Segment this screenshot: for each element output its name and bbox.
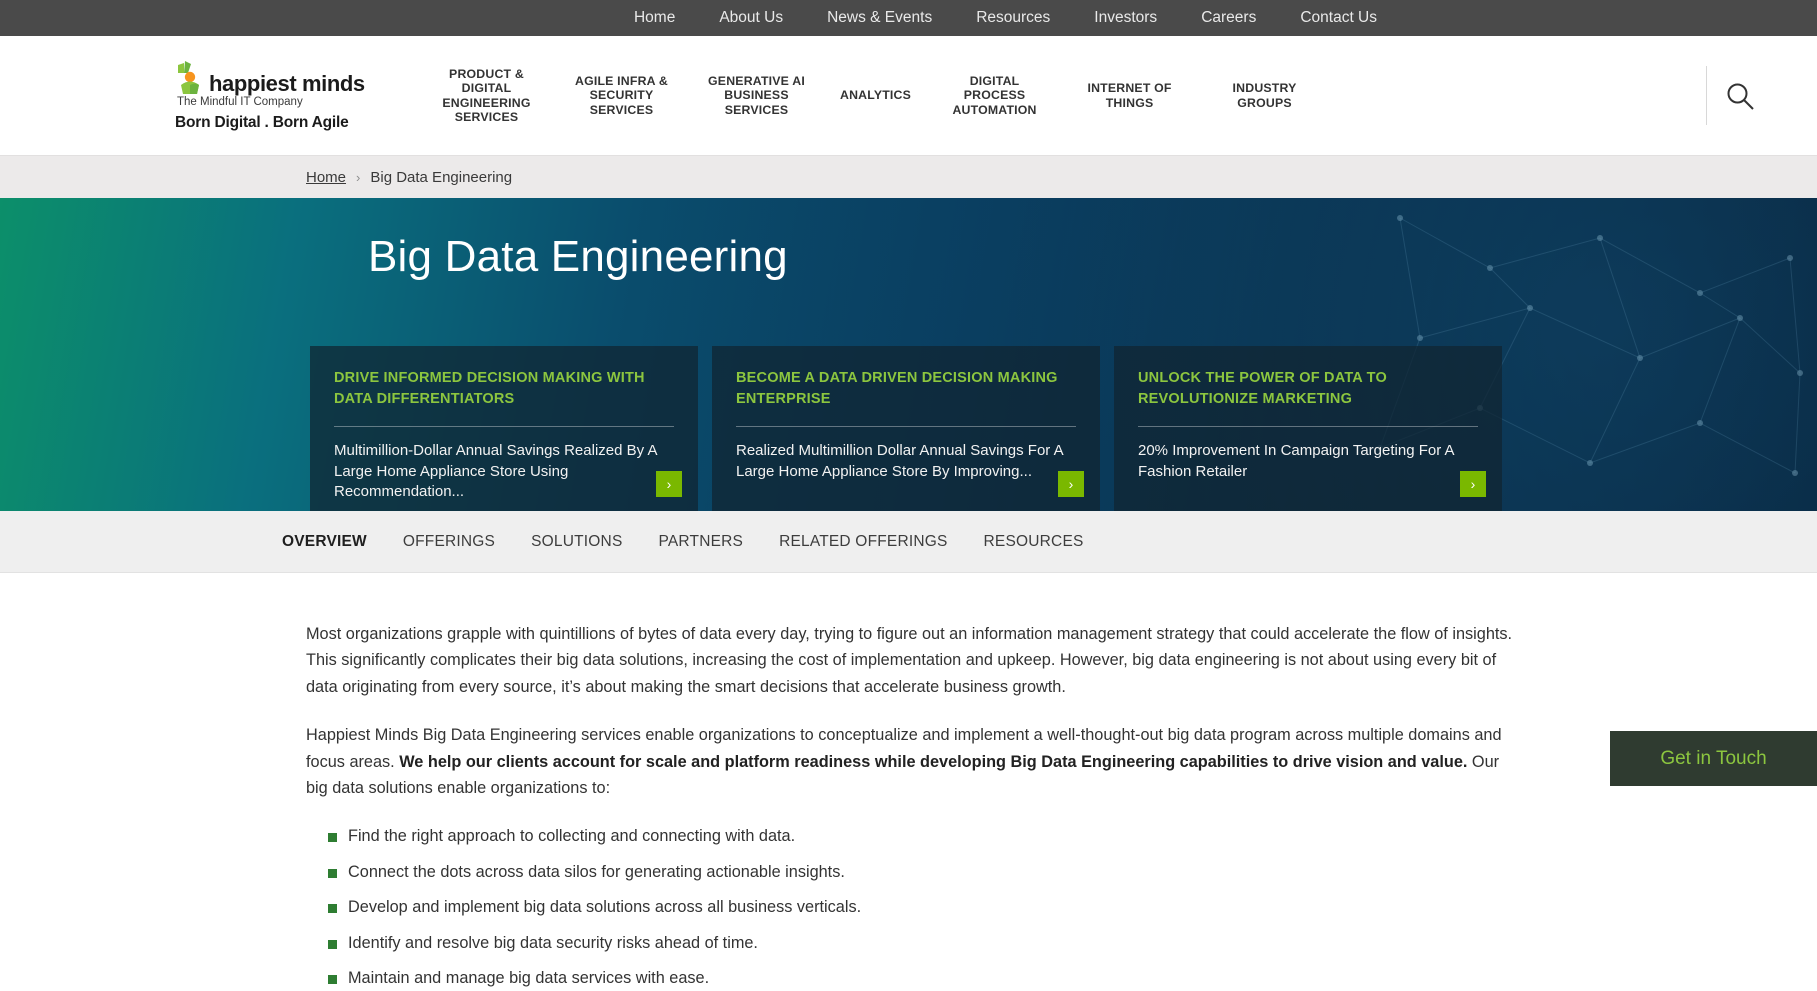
overview-paragraph-1: Most organizations grapple with quintillions of bytes of data every day, trying to figure out an information management strategy that could accelerate the flow of insights. This significantly complicates their big data solutions, increasing the cost of implementation and upkeep. However, big data engineering is not about using every bit of data originating from every source, it’s about making the smart decisions that accelerate business growth. [306,625,1513,696]
utility-link-careers[interactable]: Careers [1201,9,1257,26]
hero-card-arrow-icon[interactable]: › [656,471,682,497]
search-icon[interactable] [1723,79,1757,113]
breadcrumb-separator-icon: › [356,169,361,185]
utility-nav [0,0,1817,36]
nav-item-product-digital-engineering-services[interactable]: PRODUCT & DIGITAL ENGINEERING SERVICES [442,66,531,124]
utility-link-news-events[interactable]: News & Events [827,9,933,26]
hero-card-divider [736,426,1076,427]
list-item: Identify and resolve big data security risks ahead of time. [306,930,1530,956]
tab-overview[interactable]: OVERVIEW [282,532,367,550]
hero-banner [0,198,1817,511]
tab-solutions[interactable]: SOLUTIONS [531,532,623,550]
site-logo[interactable] [175,61,373,131]
hero-card-title: BECOME A DATA DRIVEN DECISION MAKING ENTERPRISE [736,370,1058,408]
overview-content [0,573,1530,991]
logo-wordmark: happiest minds [209,70,365,96]
header-divider [1706,66,1707,125]
hero-card[interactable] [712,346,1100,511]
overview-bullet-list [306,823,1530,991]
hero-card-title: DRIVE INFORMED DECISION MAKING WITH DATA DIFFERENTIATORS [334,370,645,408]
nav-item-industry-groups[interactable]: INDUSTRY GROUPS [1232,81,1297,110]
logo-person-icon [175,61,205,95]
overview-paragraph-2 [306,722,1521,801]
breadcrumb-current: Big Data Engineering [370,168,513,186]
nav-item-generative-ai-business-services[interactable]: GENERATIVE AI BUSINESS SERVICES [708,73,805,117]
list-item: Maintain and manage big data services with ease. [306,965,1530,991]
get-in-touch-button[interactable]: Get in Touch [1610,731,1817,786]
hero-card[interactable] [310,346,698,511]
hero-card-arrow-icon[interactable]: › [1058,471,1084,497]
tab-partners[interactable]: PARTNERS [658,532,744,550]
primary-nav [419,36,1332,155]
nav-item-digital-process-automation[interactable]: DIGITAL PROCESS AUTOMATION [952,73,1037,117]
logo-subtitle: Born Digital . Born Agile [175,114,349,131]
tab-offerings[interactable]: OFFERINGS [402,532,496,550]
utility-link-about-us[interactable]: About Us [719,9,784,26]
nav-item-internet-of-things[interactable]: INTERNET OF THINGS [1087,81,1172,110]
hero-card-text: 20% Improvement In Campaign Targeting For A Fashion Retailer [1138,442,1454,480]
tab-related-offerings[interactable]: RELATED OFFERINGS [779,532,948,550]
hero-card-text: Multimillion-Dollar Annual Savings Realized By A Large Home Appliance Store Using Recommendation... [334,442,657,501]
list-item: Develop and implement big data solutions across all business verticals. [306,894,1530,920]
utility-link-resources[interactable]: Resources [976,9,1051,26]
overview-paragraph-2-lead: Happiest Minds Big Data Engineering services enable organizations to conceptualize and implement a well-thought-out big data program across multiple domains and focus areas. [306,726,1502,771]
list-item: Connect the dots across data silos for generating actionable insights. [306,859,1530,885]
hero-card[interactable] [1114,346,1502,511]
nav-item-agile-infra-security-services[interactable]: AGILE INFRA & SECURITY SERVICES [574,73,668,117]
hero-card-title: UNLOCK THE POWER OF DATA TO REVOLUTIONIZE MARKETING [1138,370,1387,408]
logo-tagline: The Mindful IT Company [177,95,303,108]
list-item: Find the right approach to collecting and connecting with data. [306,823,1530,849]
overview-paragraph-2-emphasis: We help our clients account for scale and platform readiness while developing Big Data Engineering capabilities to drive vision and value. [399,752,1468,771]
hero-card-list [310,346,1502,511]
tab-resources[interactable]: RESOURCES [983,532,1084,550]
hero-card-text: Realized Multimillion Dollar Annual Savings For A Large Home Appliance Store By Improving... [736,442,1063,480]
hero-card-arrow-icon[interactable]: › [1460,471,1486,497]
utility-link-investors[interactable]: Investors [1094,9,1158,26]
breadcrumb [0,155,1817,198]
breadcrumb-home-link[interactable]: Home [306,168,347,186]
hero-card-divider [334,426,674,427]
overview-paragraph-2-tail: Our big data solutions enable organizations to: [306,752,1500,797]
page-title: Big Data Engineering [368,232,788,281]
nav-item-analytics[interactable]: ANALYTICS [840,88,912,103]
utility-link-contact-us[interactable]: Contact Us [1300,9,1377,26]
utility-link-home[interactable]: Home [633,9,676,26]
section-tabs [0,511,1817,573]
site-header [0,36,1817,155]
hero-card-divider [1138,426,1478,427]
